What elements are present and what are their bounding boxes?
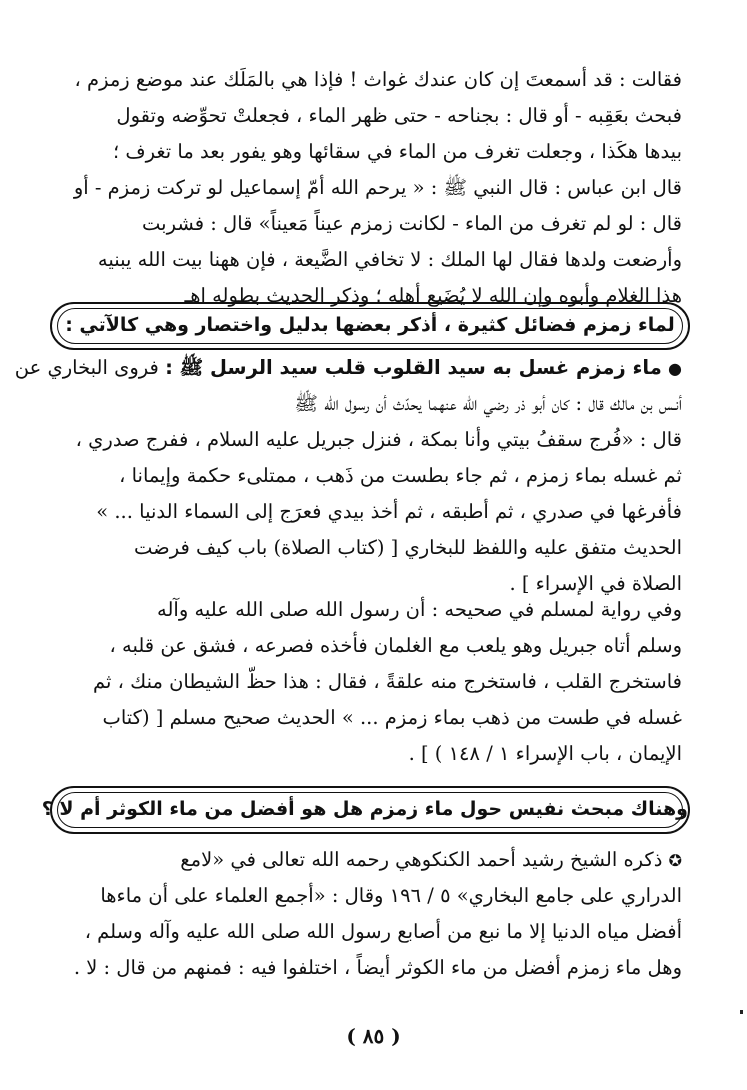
text-line: وسلم أتاه جبريل وهو يلعب مع الغلمان فأخذه فصرعه ، فشق عن قلبه ، (109, 634, 682, 657)
lead-phrase: ماء زمزم غسل به سيد القلوب قلب سيد الرسل ﷺ : (165, 356, 662, 379)
text-line: ثم غسله بماء زمزم ، ثم جاء بطست من ذَهب ، ممتلىء حكمة وإيمانا ، (119, 464, 682, 487)
text-line: قال : «فُرج سقفُ بيتي وأنا بمكة ، فنزل جبريل عليه السلام ، ففرج صدري ، (75, 428, 682, 451)
text-line: فأفرغها في صدري ، ثم أطبقه ، ثم أخذ بيدي فعرَج إلى السماء الدنيا ... » (96, 500, 682, 523)
section-first-line: ذكره الشيخ رشيد أحمد الكنكوهي رحمه الله تعالى في «لامع (180, 848, 663, 871)
star-bullet-icon: ✪ (668, 851, 682, 870)
text-line: أنـس بن مالك قال : كان أبو ذر رضي الله عنهما يحدّث أن رسول الله ﷺ (294, 392, 682, 415)
text-line: الحديث متفق عليه واللفظ للبخاري [ (كتاب الصلاة) باب كيف فرضت (134, 536, 682, 559)
heading-text: وهناك مبحث نفيس حول ماء زمزم هل هو أفضل من ماء الكوثر أم لا ؟ (41, 798, 688, 820)
text-line (64, 842, 682, 878)
text-line: هذا الغلام وأبوه وإن الله لا يُضَيع أهله ؛ وذكر الحديث بطوله اهـ (184, 284, 682, 307)
section-heading-kawthar (41, 786, 690, 834)
section-heading-virtues (50, 302, 690, 350)
zamzam-heart-section (14, 350, 682, 602)
text-line: وهل ماء زمزم أفضل من ماء الكوثر أيضاً ، اختلفوا فيه : فمنهم من قال : لا . (73, 956, 682, 979)
text-line: الصلاة في الإسراء ] . (509, 572, 682, 595)
text-line (14, 350, 682, 386)
text-line: فبحث بعَقِبه - أو قال : بجناحه - حتى ظهر الماء ، فجعلتْ تحوِّضه وتقول (116, 104, 682, 127)
text-line: وأرضعت ولدها فقال لها الملك : لا تخافي الضَّيعة ، فإن ههنا بيت الله يبنيه (97, 248, 682, 271)
text-line: غسله في طست من ذهب بماء زمزم ... » الحديث صحيح مسلم [ (كتاب (102, 706, 682, 729)
text-line: وفي رواية لمسلم في صحيحه : أن رسول الله صلى الله عليه وآله (157, 598, 682, 621)
bullet-icon: ● (668, 359, 682, 378)
kawthar-section (64, 842, 682, 986)
muslim-narration-paragraph (64, 592, 682, 772)
heading-text: لماء زمزم فضائل كثيرة ، أذكر بعضها بدليل واختصار وهي كالآتي : (65, 314, 675, 336)
text-line: الإيمان ، باب الإسراء ١ / ١٤٨ ) ] . (408, 742, 682, 765)
lead-rest: فروى البخاري عن (14, 356, 159, 379)
text-line: بيدها هكَذا ، وجعلت تغرف من الماء في سقائها وهو يفور بعد ما تغرف ؛ (113, 140, 682, 163)
text-line: أفضل مياه الدنيا إلا ما نبع من أصابع رسول الله صلى الله عليه وآله وسلم ، (84, 920, 682, 943)
text-line: فاستخرج القلب ، فاستخرج منه علقةً ، فقال : هذا حظّ الشيطان منك ، ثم (93, 670, 682, 693)
page-number: ( ٨٥ ) (346, 1024, 401, 1048)
text-line: قال : لو لم تغرف من الماء - لكانت زمزم عيناً مَعيناً» قال : فشربت (142, 212, 682, 235)
intro-paragraph (64, 62, 682, 314)
text-line: قال ابن عباس : قال النبي ﷺ : « يرحم الله أمّ إسماعيل لو تركت زمزم - أو (73, 176, 682, 199)
text-line: الدراري على جامع البخاري» ٥ / ١٩٦ وقال : «أجمع العلماء على أن ماءها (100, 884, 682, 907)
scan-edge-mark (740, 1010, 743, 1014)
text-line: فقالت : قد أسمعتَ إن كان عندك غواث ! فإذا هي بالمَلَك عند موضع زمزم ، (74, 68, 682, 91)
